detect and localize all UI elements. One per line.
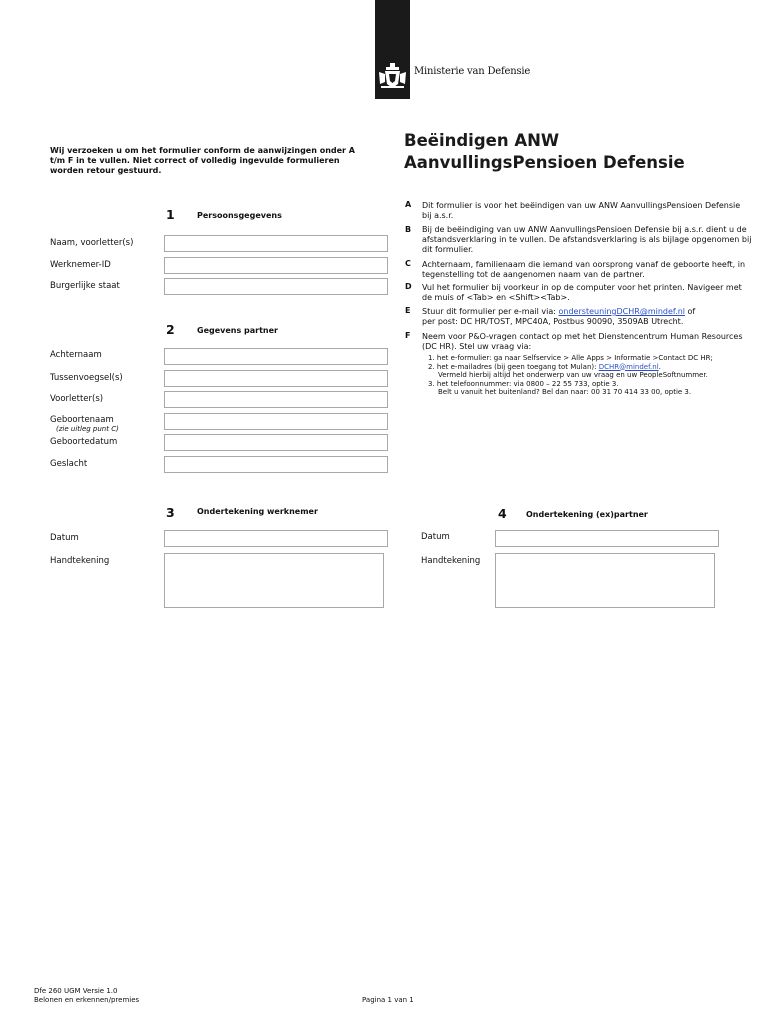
instruction-e-postal: per post: DC HR/TOST, MPC40A, Postbus 90090, 3509AB Utrecht. [422, 317, 684, 326]
crest-icon [377, 62, 408, 90]
geboortedatum-field[interactable] [164, 434, 388, 451]
section-3-title: Ondertekening werknemer [197, 507, 318, 516]
label-geboortedatum: Geboortedatum [50, 437, 118, 447]
label-datum-partner: Datum [421, 532, 450, 542]
section-1-number: 1 [166, 207, 175, 222]
instruction-a-text: Dit formulier is voor het beëindigen van uw ANW AanvullingsPensioen Defensie bij a.s.r. [422, 201, 741, 220]
form-title-line-2: AanvullingsPensioen Defensie [404, 153, 685, 172]
instruction-c-text: Achternaam, familienaam die iemand van oorsprong vanaf de geboorte heeft, in tegenstelling tot de aangenomen naam van de partner. [422, 260, 746, 279]
contact-option-2 [428, 363, 763, 372]
instruction-d-text: Vul het formulier bij voorkeur in op de computer voor het printen. Navigeer met de muis of <Tab> en <Shift><Tab>. [422, 283, 742, 302]
instruction-b-letter: B [405, 225, 412, 234]
contact-option-1: 1. het e-formulier: ga naar Selfservice > Alle Apps > Informatie >Contact DC HR; [428, 354, 713, 362]
instruction-a-letter: A [405, 200, 412, 209]
label-geboortenaam: Geboortenaam [50, 415, 114, 425]
label-werknemer-id: Werknemer-ID [50, 260, 111, 270]
form-version: Dfe 260 UGM Versie 1.0 [34, 987, 118, 995]
instruction-c-letter: C [405, 259, 411, 268]
instruction-e-suffix: of [684, 307, 696, 316]
naam-voorletters-field[interactable] [164, 235, 388, 252]
form-title-line-1: Beëindigen ANW [404, 131, 560, 150]
label-handtekening-werknemer: Handtekening [50, 556, 110, 566]
contact-option-3-note: Belt u vanuit het buitenland? Bel dan naar: 00 31 70 414 33 00, optie 3. [438, 388, 692, 396]
instruction-e-prefix: Stuur dit formulier per e-mail via: [422, 307, 559, 316]
contact-option-2-prefix: 2. het e-mailadres (bij geen toegang tot Mulan): [428, 362, 599, 371]
section-3-number: 3 [166, 505, 175, 520]
instruction-b-text: Bij de beëindiging van uw ANW AanvullingsPensioen Defensie bij a.s.r. dient u de afstandsverklaring in te vullen. De afstandsverklaring is als bijlage opgenomen bij dit formulier. [422, 225, 752, 254]
email-link-ondersteuning[interactable]: ondersteuningDCHR@mindef.nl [558, 307, 685, 316]
label-burgerlijke-staat: Burgerlijke staat [50, 281, 120, 291]
tussenvoegsels-field[interactable] [164, 370, 388, 387]
footer-left [34, 987, 139, 1004]
section-2-number: 2 [166, 322, 175, 337]
intro-text: Wij verzoeken u om het formulier conform de aanwijzingen onder A t/m F in te vullen. Niet correct of volledig ingevulde formulieren worden retour gestuurd. [50, 146, 355, 175]
werknemer-id-field[interactable] [164, 257, 388, 274]
label-tussenvoegsels: Tussenvoegsel(s) [50, 373, 123, 383]
geboortenaam-field[interactable] [164, 413, 388, 430]
achternaam-field[interactable] [164, 348, 388, 365]
form-category: Belonen en erkennen/premies [34, 995, 140, 1004]
label-geslacht: Geslacht [50, 459, 88, 469]
instruction-e-letter: E [405, 306, 411, 315]
geslacht-field[interactable] [164, 456, 388, 473]
form-title [404, 130, 744, 174]
handtekening-partner-field[interactable] [495, 553, 715, 608]
label-datum-werknemer: Datum [50, 533, 79, 543]
instruction-f-text: Neem voor P&O-vragen contact op met het Dienstencentrum Human Resources (DC HR). Stel uw vraag via: [422, 332, 743, 351]
instruction-e-text [422, 307, 757, 327]
email-link-dchr[interactable]: DCHR@mindef.nl [598, 362, 659, 371]
label-achternaam: Achternaam [50, 350, 102, 360]
section-4-number: 4 [498, 506, 507, 521]
label-handtekening-partner: Handtekening [421, 556, 481, 566]
label-voorletters: Voorletter(s) [50, 394, 104, 404]
instruction-f-list [428, 354, 763, 397]
ministry-name: Ministerie van Defensie [414, 66, 531, 77]
burgerlijke-staat-field[interactable] [164, 278, 388, 295]
contact-option-2-note: Vermeld hierbij altijd het onderwerp van uw vraag en uw PeopleSoftnummer. [438, 371, 708, 379]
contact-option-3: 3. het telefoonnummer: via 0800 – 22 55 733, optie 3. [428, 379, 619, 388]
instruction-d-letter: D [405, 282, 412, 291]
instruction-f-letter: F [405, 331, 411, 340]
voorletters-field[interactable] [164, 391, 388, 408]
geboortenaam-note: (zie uitleg punt C) [56, 425, 119, 433]
datum-werknemer-field[interactable] [164, 530, 388, 547]
section-4-title: Ondertekening (ex)partner [526, 510, 648, 519]
contact-option-2-suffix: . [658, 362, 661, 371]
label-naam-voorletters: Naam, voorletter(s) [50, 238, 134, 248]
section-1-title: Persoonsgegevens [197, 211, 282, 220]
datum-partner-field[interactable] [495, 530, 719, 547]
page-number: Pagina 1 van 1 [362, 996, 414, 1004]
handtekening-werknemer-field[interactable] [164, 553, 384, 608]
section-2-title: Gegevens partner [197, 326, 278, 335]
